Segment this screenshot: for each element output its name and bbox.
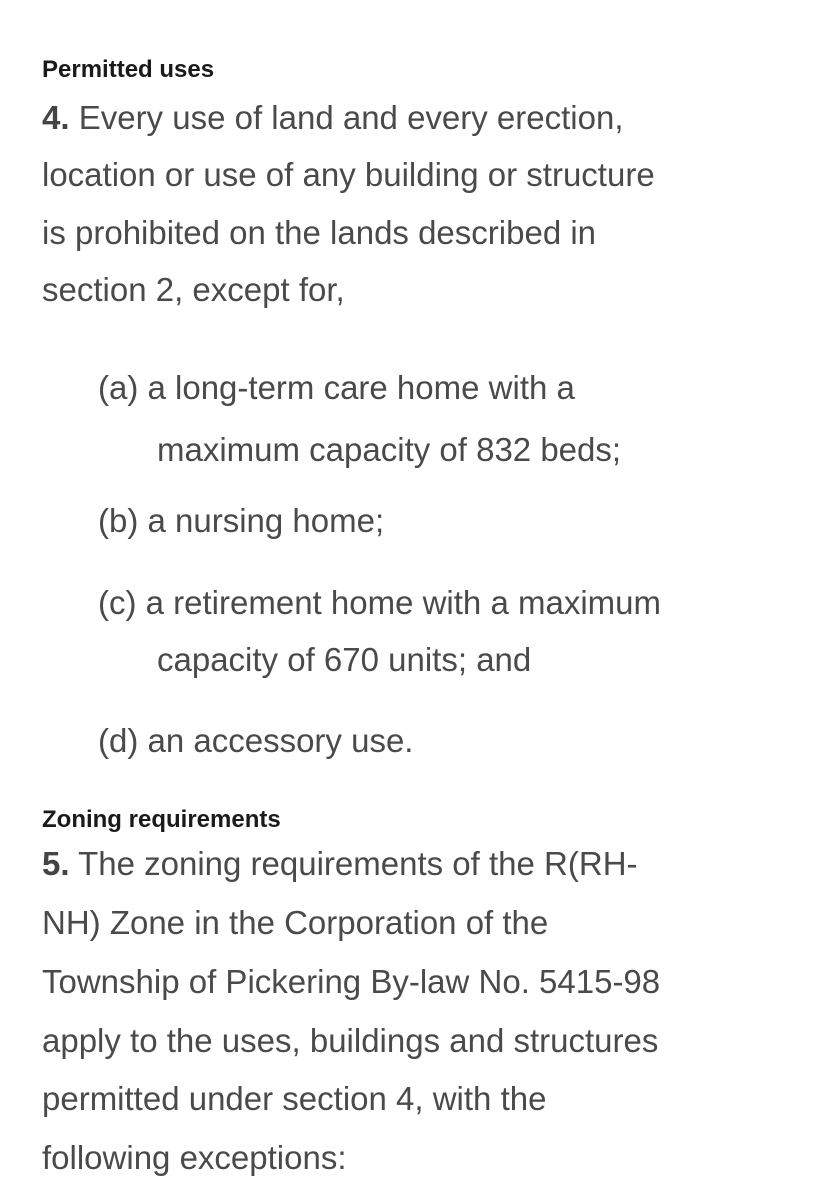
- section-number: 4.: [42, 99, 70, 136]
- section-heading: Permitted uses: [42, 56, 215, 83]
- paragraph-line: permitted under section 4, with the: [42, 1080, 547, 1117]
- paragraph-line: is prohibited on the lands described in: [42, 214, 597, 251]
- clause-c-cont: capacity of 670 units; and: [157, 641, 532, 678]
- text: The zoning requirements of the R(RH-: [69, 845, 638, 882]
- clause-a: (a) a long-term care home with a: [98, 369, 575, 406]
- paragraph-line: apply to the uses, buildings and structures: [42, 1022, 659, 1059]
- clause-a-cont: maximum capacity of 832 beds;: [157, 431, 622, 468]
- paragraph-line: following exceptions:: [42, 1139, 347, 1176]
- section-number: 5.: [42, 845, 70, 882]
- clause-d: (d) an accessory use.: [98, 722, 414, 759]
- paragraph-line: Township of Pickering By-law No. 5415-98: [42, 963, 661, 1000]
- paragraph-line: [42, 845, 638, 883]
- paragraph-line: section 2, except for,: [42, 271, 345, 308]
- paragraph-line: NH) Zone in the Corporation of the: [42, 904, 549, 941]
- section-heading: Zoning requirements: [42, 806, 281, 833]
- paragraph-line: [42, 99, 624, 137]
- clause-b: (b) a nursing home;: [98, 502, 385, 539]
- clause-c: (c) a retirement home with a maximum: [98, 584, 661, 621]
- paragraph-line: location or use of any building or structure: [42, 156, 655, 193]
- text: Every use of land and every erection,: [69, 99, 624, 136]
